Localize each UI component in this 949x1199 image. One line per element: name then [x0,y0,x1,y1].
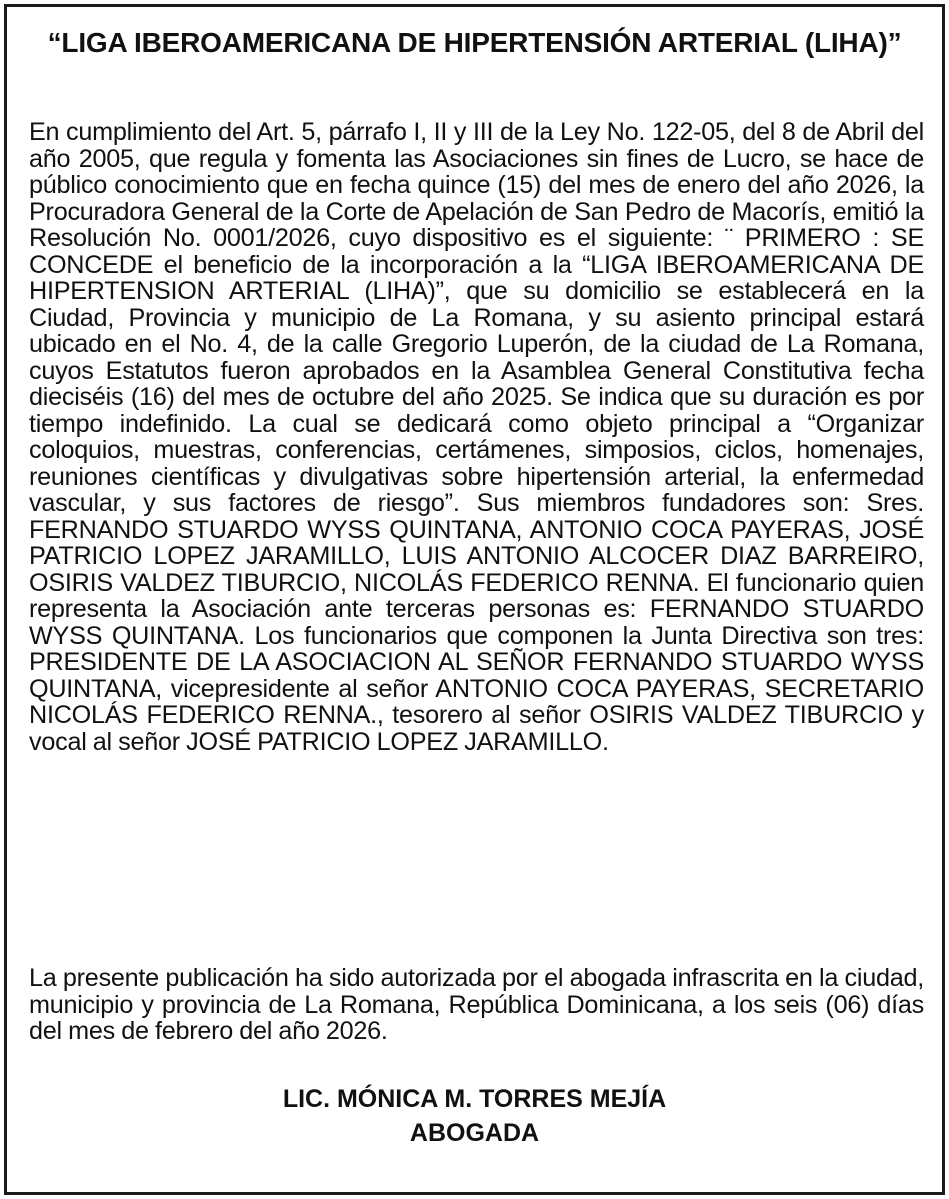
notice-closing-paragraph: La presente publicación ha sido autorizada por el abogada infrascrita en la ciudad, municipio y provincia de La Romana, República Dominicana, a los seis (06) días del mes de febrero del año 2026. [29,964,924,1045]
notice-body-paragraph: En cumplimiento del Art. 5, párrafo I, II y III de la Ley No. 122-05, del 8 de Abril del año 2005, que regula y fomenta las Asociaciones sin fines de Lucro, se hace de público conocimiento que en fecha quince (15) del mes de enero del año 2026, la Procuradora General de la Corte de Apelación de San Pedro de Macorís, emitió la Resolución No. 0001/2026, cuyo dispositivo es el siguiente: ¨ PRIMERO : SE CONCEDE el beneficio de la incorporación a la “LIGA IBEROAMERICANA DE HIPERTENSION ARTERIAL (LIHA)”, que su domicilio se establecerá en la Ciudad, Provincia y municipio de La Romana, y su asiento principal estará ubicado en el No. 4, de la calle Gregorio Luperón, de la ciudad de La Romana, cuyos Estatutos fueron aprobados en la Asamblea General Constitutiva fecha dieciséis (16) del mes de octubre del año 2025. Se indica que su duración es por tiempo indefinido. La cual se dedicará como objeto principal a “Organizar coloquios, muestras, conferencias, certámenes, simposios, ciclos, homenajes, reuniones científicas y divulgativas sobre hipertensión arterial, la enfermedad vascular, y sus factores de riesgo”. Sus miembros fundadores son: Sres. FERNANDO STUARDO WYSS QUINTANA, ANTONIO COCA PAYERAS, JOSÉ PATRICIO LOPEZ JARAMILLO, LUIS ANTONIO ALCOCER DIAZ BARREIRO, OSIRIS VALDEZ TIBURCIO, NICOLÁS FEDERICO RENNA. El funcionario quien representa la Asociación ante terceras personas es: FERNANDO STUARDO WYSS QUINTANA. Los funcionarios que componen la Junta Directiva son tres: PRESIDENTE DE LA ASOCIACION AL SEÑOR FERNANDO STUARDO WYSS QUINTANA, vicepresidente al señor ANTONIO COCA PAYERAS, SECRETARIO NICOLÁS FEDERICO RENNA., tesorero al señor OSIRIS VALDEZ TIBURCIO y vocal al señor JOSÉ PATRICIO LOPEZ JARAMILLO. [29,118,924,756]
signatory-name: LIC. MÓNICA M. TORRES MEJÍA [282,1085,667,1113]
notice-frame [4,4,945,1195]
notice-title: “LIGA IBEROAMERICANA DE HIPERTENSIÓN ARTERIAL (LIHA)” [47,27,902,58]
signature-block [7,1082,942,1150]
signatory-role: ABOGADA [409,1119,540,1147]
